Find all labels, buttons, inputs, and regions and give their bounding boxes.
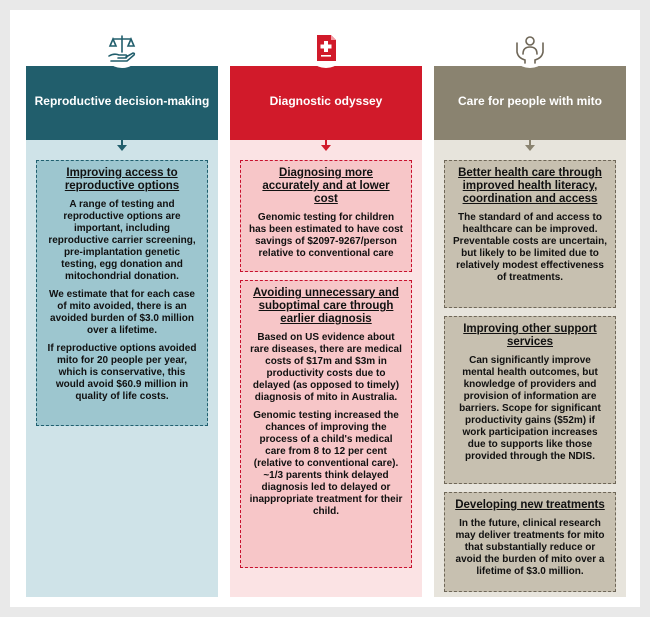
medical-document-icon <box>306 28 346 68</box>
box-heading: Better health care through improved health literacy, coordination and access <box>458 167 602 205</box>
column-care <box>434 66 626 597</box>
info-box-diagnosing-accurately <box>240 160 412 272</box>
down-arrow-icon <box>320 138 332 152</box>
box-text: A range of testing and reproductive options are important, including reproductive carrier screening, pre-implantation genetic testing, egg donation and mitochondrial donation. <box>48 199 196 282</box>
box-text: We estimate that for each case of mito avoided, there is an avoided burden of $3.0 million over a lifetime. <box>49 289 195 336</box>
box-heading: Improving access to reproductive options <box>64 167 180 192</box>
column-header <box>434 66 626 140</box>
box-text: Can significantly improve mental health outcomes, but knowledge of providers and provision of information are barriers. Scope for significant productivity gains ($52m) if work participation increases due to supports like those provided through the NDIS. <box>459 355 601 462</box>
column-title: Reproductive decision-making <box>34 94 210 108</box>
column-reproductive <box>26 66 218 597</box>
box-text: Based on US evidence about rare diseases, there are medical costs of $17m and $3m in productivity costs due to delayed (as opposed to timely) diagnosis of mito in Australia. <box>250 332 402 403</box>
column-title: Care for people with mito <box>457 94 602 108</box>
box-text: The standard of and access to healthcare can be improved. Preventable costs are uncertain, but likely to be limited due to relatively modest effectiveness of treatments. <box>453 212 607 283</box>
down-arrow-icon <box>116 138 128 152</box>
column-header <box>26 66 218 140</box>
box-text: Genomic testing increased the chances of improving the process of a child's medical care from 8 to 12 per cent (relative to conventional care). ~1/3 parents think delayed diagnosis led to delayed or inappropriate treatment for their child. <box>249 410 403 517</box>
down-arrow-icon <box>524 138 536 152</box>
box-heading: Improving other support services <box>463 323 597 348</box>
box-text: In the future, clinical research may deliver treatments for mito that substantially reduce or avoid the burden of mito over a lifetime of $3.0 million. <box>455 518 605 577</box>
info-box-reproductive-options <box>36 160 208 426</box>
box-text: Genomic testing for children has been estimated to have cost savings of $2097-9267/person relative to conventional care <box>249 212 403 259</box>
box-heading: Diagnosing more accurately and at lower cost <box>262 167 390 205</box>
scales-hand-icon <box>102 28 142 68</box>
person-hands-icon <box>510 28 550 68</box>
info-box-better-health-care <box>444 160 616 308</box>
column-diagnostic <box>230 66 422 597</box>
box-heading: Avoiding unnecessary and suboptimal care through earlier diagnosis <box>253 287 399 325</box>
infographic-frame <box>10 10 640 607</box>
column-title: Diagnostic odyssey <box>269 94 383 108</box>
info-box-new-treatments <box>444 492 616 592</box>
box-text: If reproductive options avoided mito for 20 people per year, which is conservative, this would avoid $60.9 million in quality of life costs. <box>47 343 197 402</box>
info-box-avoiding-unnecessary-care <box>240 280 412 568</box>
info-box-support-services <box>444 316 616 484</box>
column-header <box>230 66 422 140</box>
box-heading: Developing new treatments <box>455 499 605 511</box>
